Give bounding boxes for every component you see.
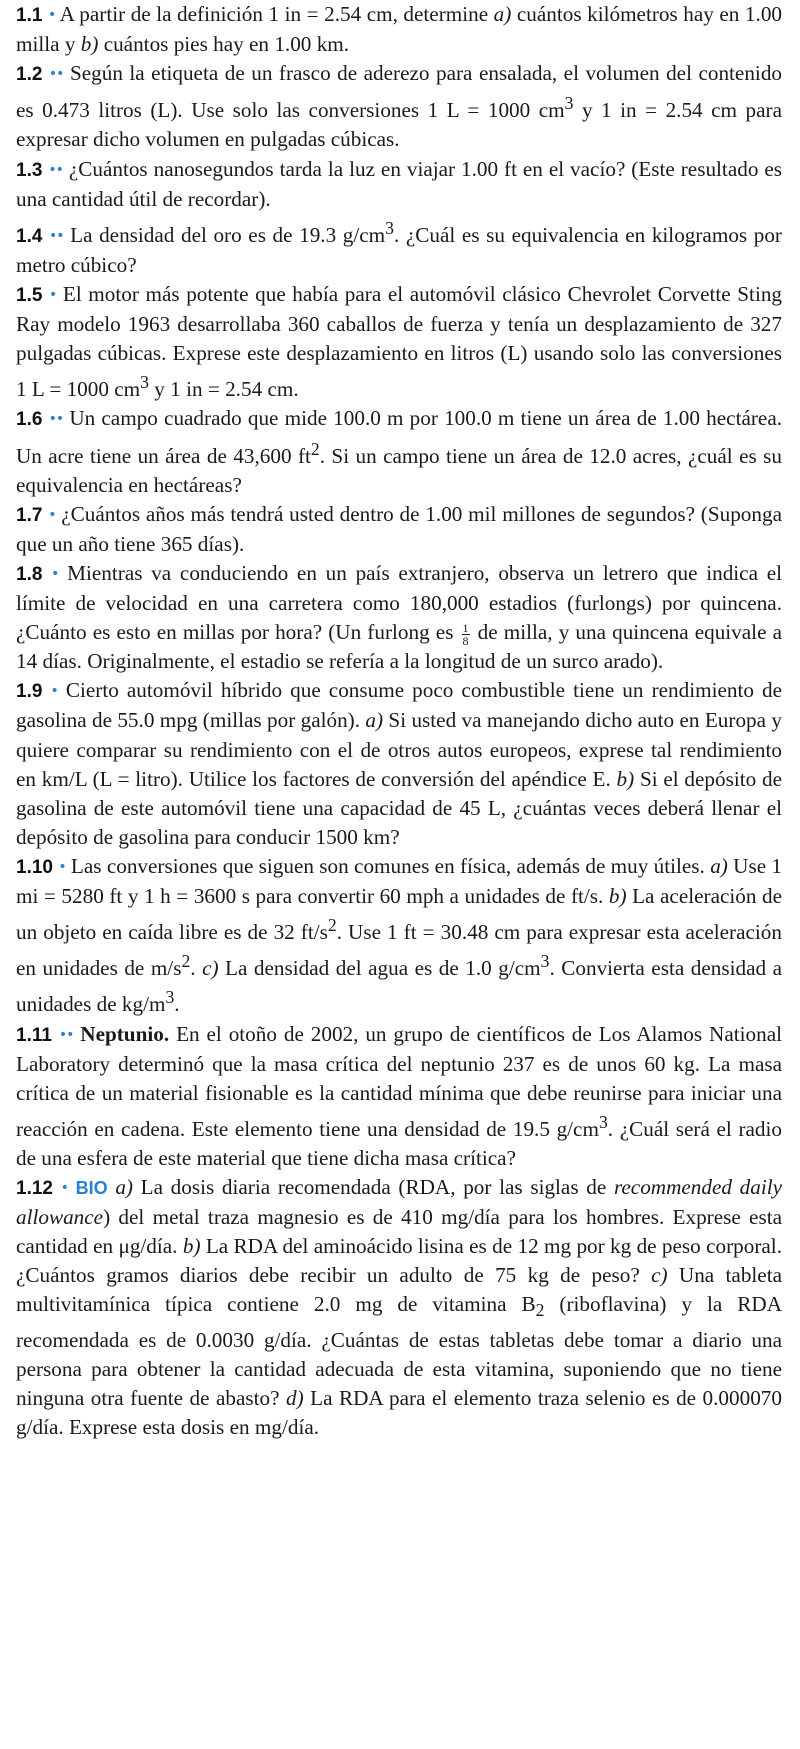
problem-number: 1.10: [16, 856, 53, 878]
problem-1-11: 1.11 •• Neptunio. En el otoño de 2002, un grupo de científicos de Los Alamos National Laboratory determinó que la masa crítica del neptunio 237 es de unos 60 kg. La masa crítica de un material fisionable es la cantidad mínima que debe reunirse para iniciar una reacción en cadena. Este elemento tiene una densidad de 19.5 $g/cm^3$. ¿Cuál será el radio de una esfera de este material que tiene dicha masa crítica?: [16, 1021, 782, 1170]
problem-number: 1.11: [16, 1024, 52, 1046]
problem-1-12: 1.12 • BIO a) La dosis diaria recomendada (RDA, por las siglas de recommended daily allowance) del metal traza magnesio es de 410 mg/día para los hombres. Exprese esta cantidad en μg/día. b) La RDA del aminoácido lisina es de 12 mg por kg de peso corporal. ¿Cuántos gramos diarios debe recibir un adulto de 75 kg de peso? c) Una tableta multivitamínica típica contiene 2.0 mg de vitamina $B_2$ (riboflavina) y la RDA recomendada es de 0.0030 g/día. ¿Cuántas de estas tabletas debe tomar a diario una persona para obtener la cantidad adecuada de esta vitamina, suponiendo que no tiene ninguna otra fuente de abasto? d) La RDA para el elemento traza selenio es de 0.000070 g/día. Exprese esta dosis en mg/día.: [16, 1175, 783, 1440]
difficulty-dots-icon: •: [49, 286, 57, 303]
problem-number: 1.6: [16, 409, 43, 431]
problem-number: 1.8: [16, 563, 43, 585]
problem-1-6: 1.6 •• Un campo cuadrado que mide 100.0 m por 100.0 m tiene un área de 1.00 hectárea. Un acre tiene un área de 43,600 $ft^2$. Si un campo tiene un área de 12.0 acres, ¿cuál es su equivalencia en hectáreas?: [16, 406, 783, 497]
problem-1-4: 1.4 •• La densidad del oro es de 19.3 $g/cm^3$. ¿Cuál es su equivalencia en kilogramos por metro cúbico?: [16, 217, 782, 277]
problem-1-7: 1.7 • ¿Cuántos años más tendrá usted dentro de 1.00 mil millones de segundos? (Suponga que un año tiene 365 días).: [16, 501, 782, 556]
difficulty-dots-icon: •: [47, 7, 56, 23]
problem-title: Neptunio.: [80, 1021, 170, 1046]
difficulty-dots-icon: ••: [49, 227, 64, 244]
problem-number: 1.3: [16, 159, 43, 181]
difficulty-dots-icon: ••: [58, 1026, 74, 1043]
problem-number: 1.12: [16, 1178, 53, 1200]
problem-1-5: 1.5 • El motor más potente que había para el automóvil clásico Chevrolet Corvette Sting Ray modelo 1963 desarrollaba 360 caballos de fuerza y tenía un desplazamiento de 327 pulgadas cúbicas. Exprese este desplazamiento en litros (L) usando solo las conversiones 1 L = 1000 $cm^3$ y 1 in = 2.54 cm.: [16, 281, 783, 402]
difficulty-dots-icon: ••: [48, 66, 64, 83]
difficulty-dots-icon: •: [58, 858, 66, 875]
difficulty-dots-icon: ••: [48, 161, 63, 178]
difficulty-dots-icon: •: [60, 1180, 68, 1197]
problem-1-10: 1.10 • Las conversiones que siguen son comunes en física, además de muy útiles. a) Use 1 mi = 5280 ft y 1 h = 3600 s para convertir 60 mph a unidades de ft/s. b) La aceleración de un objeto en caída libre es de 32 $ft/s^2$. Use 1 ft = 30.48 cm para expresar esta aceleración en unidades de $m/s^2$. c) La densidad del agua es de 1.0 $g/cm^3$. Convierta esta densidad a unidades de $kg/m^3$.: [16, 853, 783, 1017]
difficulty-dots-icon: •: [48, 506, 56, 523]
difficulty-dots-icon: •: [51, 565, 59, 582]
problem-1-2: 1.2 •• Según la etiqueta de un frasco de aderezo para ensalada, el volumen del contenido es 0.473 litros (L). Use solo las conversiones 1 L = 1000 $cm^3$ y 1 in = 2.54 cm para expresar dicho volumen en pulgadas cúbicas.: [16, 61, 783, 152]
problem-number: 1.7: [16, 504, 43, 526]
problem-number: 1.5: [16, 284, 43, 306]
problem-1-1: 1.1 • A partir de la definición 1 in = 2.54 cm, determine a) cuántos kilómetros hay en 1.00 milla y b) cuántos pies hay en 1.00 km.: [16, 2, 783, 57]
bio-tag: BIO: [75, 1178, 108, 1199]
problem-number: 1.2: [16, 64, 43, 86]
problem-1-9: 1.9 • Cierto automóvil híbrido que consume poco combustible tiene un rendimiento de gasolina de 55.0 mpg (millas por galón). a) Si usted va manejando dicho auto en Europa y quiere comparar su rendimiento con el de otros autos europeos, exprese tal rendimiento en km/L (L = litro). Utilice los factores de conversión del apéndice E. b) Si el depósito de gasolina de este automóvil tiene una capacidad de 45 L, ¿cuántas veces deberá llenar el depósito de gasolina para conducir 1500 km?: [16, 678, 783, 849]
problem-1-8: 1.8 • Mientras va conduciendo en un país extranjero, observa un letrero que indica el límite de velocidad en una carretera como 180,000 estadios (furlongs) por quincena. ¿Cuánto es esto en millas por hora? (Un furlong es $\frac{1}{8}$ de milla, y una quincena equivale a 14 días. Originalmente, el estadio se refería a la longitud de un surco arado).: [16, 560, 783, 674]
problem-1-3: 1.3 •• ¿Cuántos nanosegundos tarda la luz en viajar 1.00 ft en el vacío? (Este resultado es una cantidad útil de recordar).: [16, 156, 783, 211]
difficulty-dots-icon: •: [50, 683, 58, 700]
problem-number: 1.4: [16, 225, 43, 247]
difficulty-dots-icon: ••: [48, 411, 64, 428]
problem-number: 1.1: [16, 5, 43, 26]
problem-number: 1.9: [16, 681, 43, 703]
fraction-one-eighth: $\frac{1}{8}$: [462, 620, 469, 648]
